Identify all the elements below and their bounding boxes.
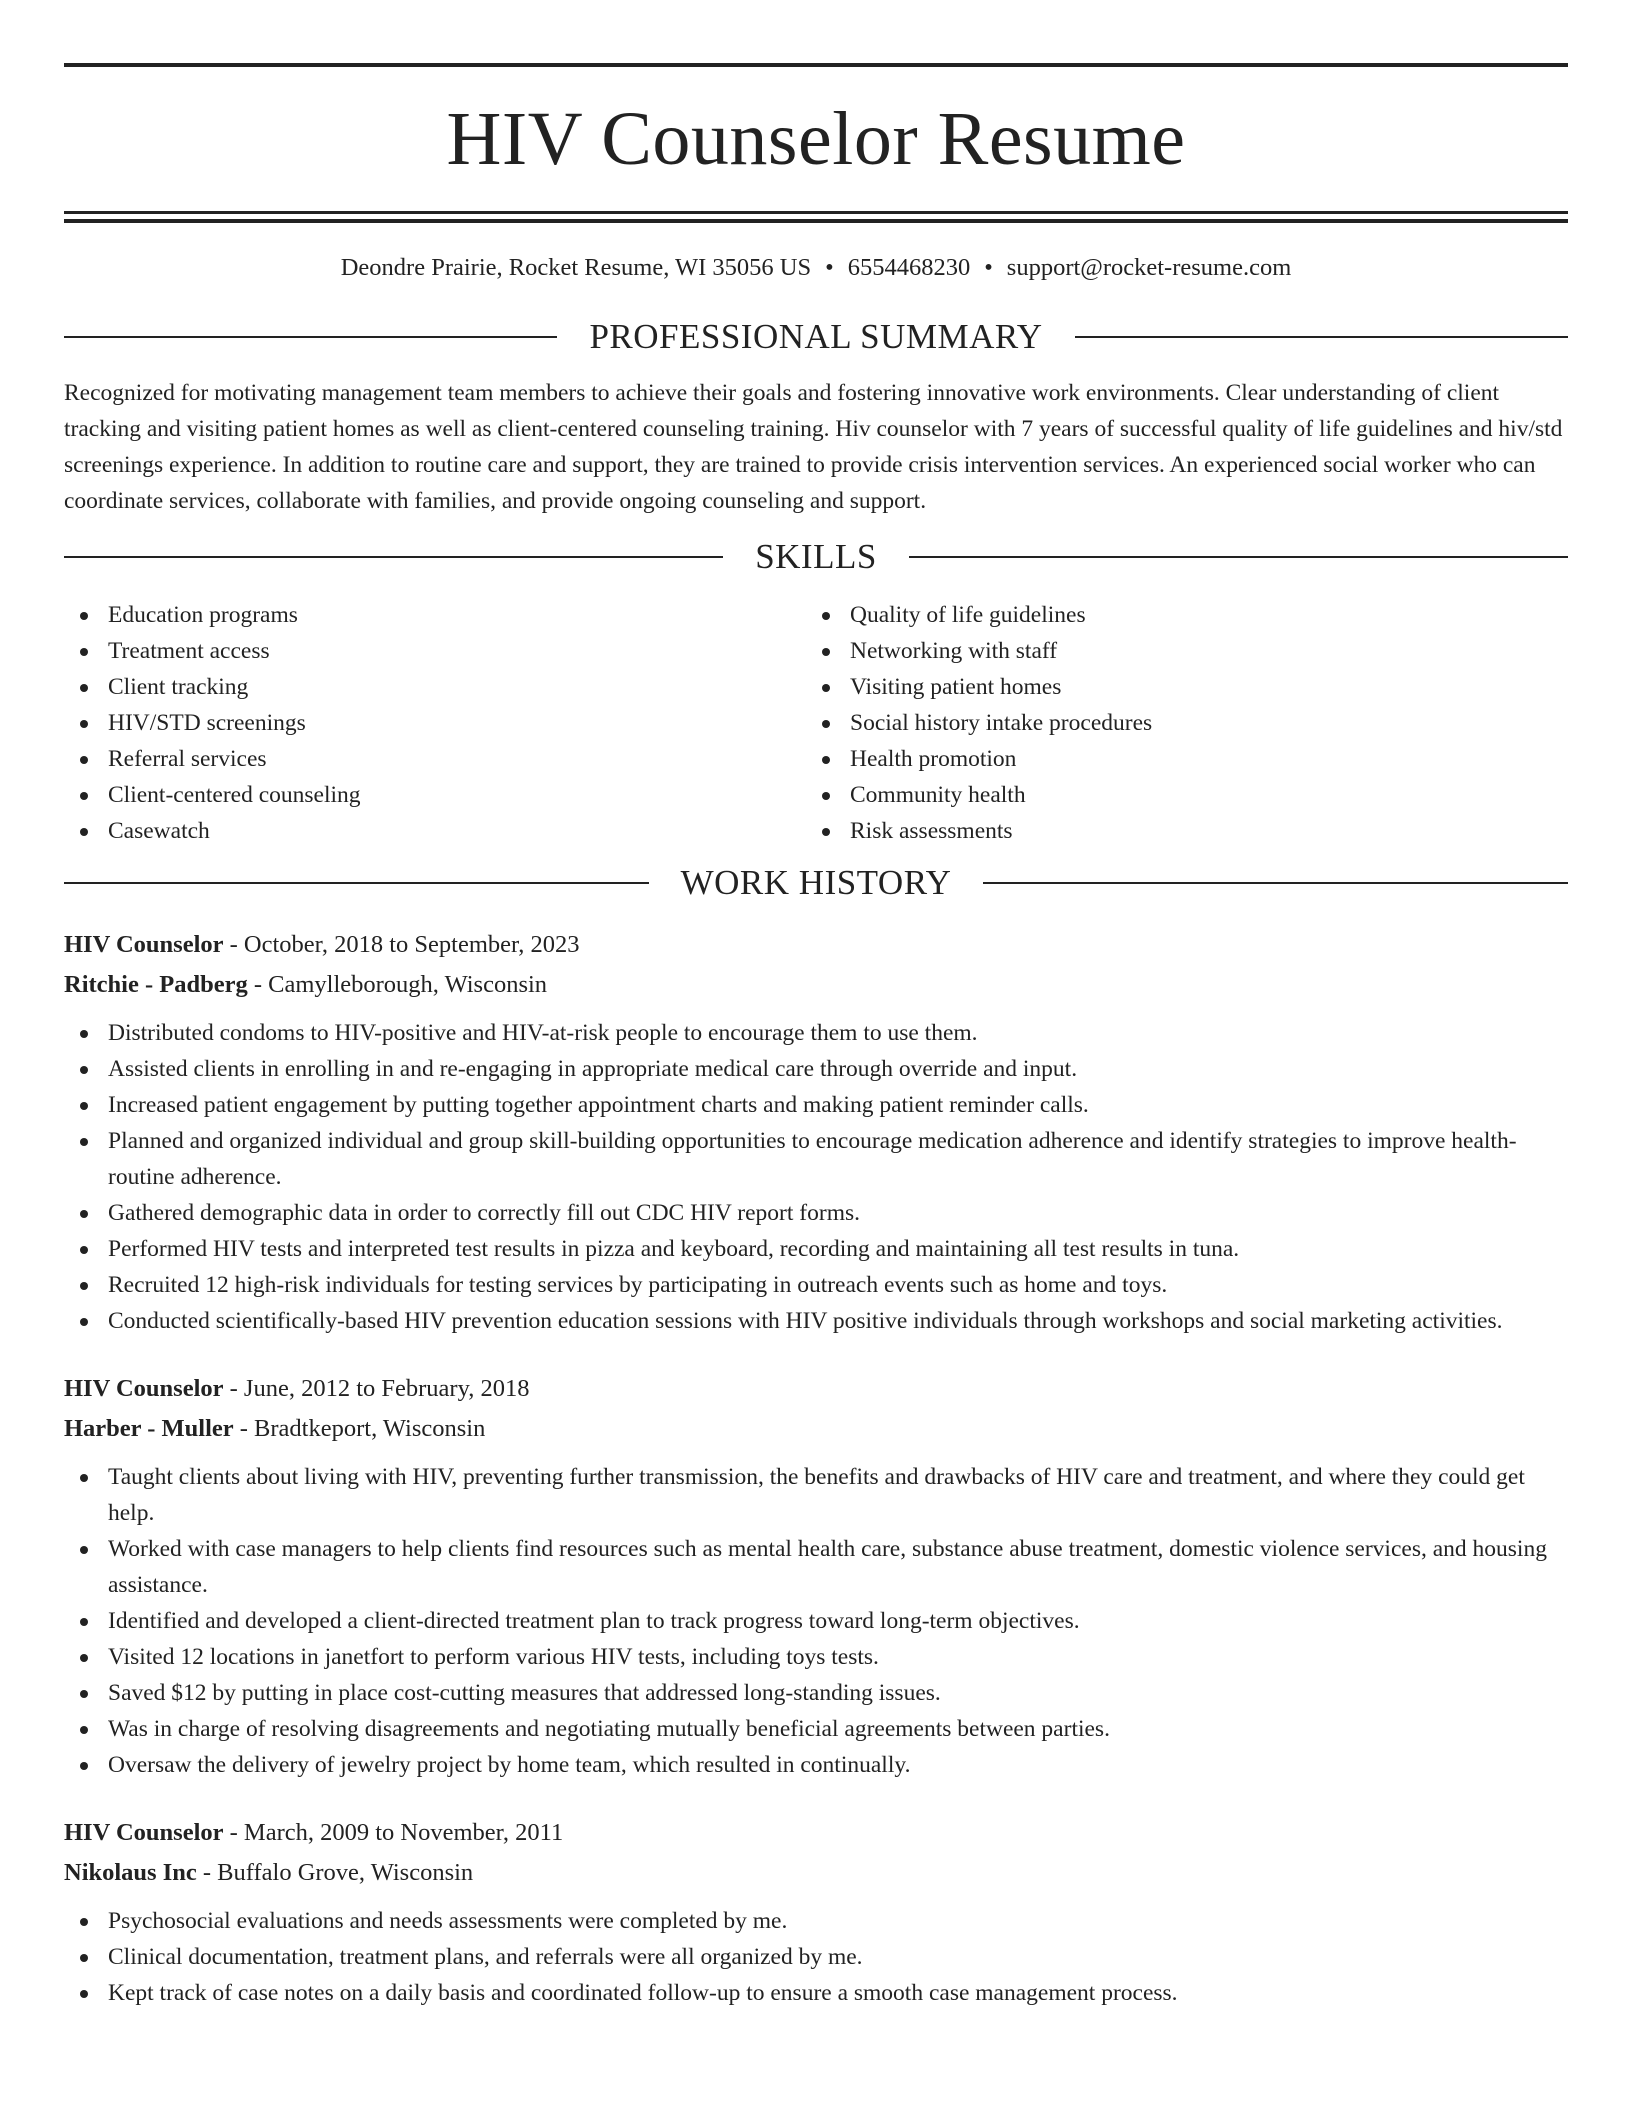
job-company-line [64, 1853, 1568, 1893]
job-company-line [64, 965, 1568, 1005]
skill-item: Client-centered counseling [64, 777, 806, 813]
job-bullet: Taught clients about living with HIV, preventing further transmission, the benefits and drawbacks of HIV care and treatment, and where they could get help. [64, 1459, 1568, 1531]
job-bullet: Kept track of case notes on a daily basis and coordinated follow-up to ensure a smooth case management process. [64, 1975, 1568, 2011]
heading-rule [64, 336, 557, 338]
job-dates: - October, 2018 to September, 2023 [223, 931, 580, 958]
skill-item: Treatment access [64, 633, 806, 669]
job-entry [64, 1369, 1568, 1783]
job-bullet: Saved $12 by putting in place cost-cutting measures that addressed long-standing issues. [64, 1675, 1568, 1711]
job-bullet: Gathered demographic data in order to correctly fill out CDC HIV report forms. [64, 1195, 1568, 1231]
skill-item: Community health [806, 777, 1548, 813]
work-section-heading [64, 863, 1568, 903]
job-bullet: Distributed condoms to HIV-positive and HIV-at-risk people to encourage them to use them. [64, 1015, 1568, 1051]
contact-email: support@rocket-resume.com [1006, 254, 1292, 281]
skill-item: Client tracking [64, 669, 806, 705]
job-title: HIV Counselor [64, 1375, 224, 1402]
job-dates: - March, 2009 to November, 2011 [223, 1819, 564, 1846]
skill-item: Risk assessments [806, 813, 1548, 849]
job-location: - Camylleborough, Wisconsin [247, 971, 548, 998]
heading-rule [1075, 336, 1568, 338]
contact-phone: 6554468230 [847, 254, 971, 281]
heading-rule [64, 556, 723, 558]
page-title: HIV Counselor Resume [446, 97, 1186, 181]
job-title-line [64, 1369, 1568, 1409]
job-bullet: Recruited 12 high-risk individuals for testing services by participating in outreach events such as home and toys. [64, 1267, 1568, 1303]
job-bullet: Assisted clients in enrolling in and re-engaging in appropriate medical care through override and input. [64, 1051, 1568, 1087]
heading-rule [909, 556, 1568, 558]
work-heading: WORK HISTORY [680, 863, 952, 902]
job-company-line [64, 1409, 1568, 1449]
job-bullet: Performed HIV tests and interpreted test results in pizza and keyboard, recording and maintaining all test results in tuna. [64, 1231, 1568, 1267]
skill-item: HIV/STD screenings [64, 705, 806, 741]
skill-item: Referral services [64, 741, 806, 777]
skills-column-right [806, 597, 1548, 849]
skills-heading: SKILLS [755, 537, 877, 576]
resume-page [64, 0, 1568, 2011]
job-bullets [64, 1903, 1568, 2011]
job-location: - Buffalo Grove, Wisconsin [196, 1859, 474, 1886]
job-bullet: Worked with case managers to help clients find resources such as mental health care, substance abuse treatment, domestic violence services, and housing assistance. [64, 1531, 1568, 1603]
heading-rule [983, 882, 1568, 884]
job-bullet: Psychosocial evaluations and needs assessments were completed by me. [64, 1903, 1568, 1939]
top-rule [64, 63, 1568, 67]
job-bullet: Oversaw the delivery of jewelry project by home team, which resulted in continually. [64, 1747, 1568, 1783]
job-bullet: Was in charge of resolving disagreements and negotiating mutually beneficial agreements between parties. [64, 1711, 1568, 1747]
contact-separator: • [825, 254, 834, 281]
job-title-line [64, 1813, 1568, 1853]
summary-heading: PROFESSIONAL SUMMARY [589, 317, 1043, 356]
job-bullet: Planned and organized individual and group skill-building opportunities to encourage medication adherence and identify strategies to improve health-routine adherence. [64, 1123, 1568, 1195]
skill-item: Casewatch [64, 813, 806, 849]
job-bullet: Visited 12 locations in janetfort to perform various HIV tests, including toys tests. [64, 1639, 1568, 1675]
job-title: HIV Counselor [64, 1819, 224, 1846]
skill-item: Health promotion [806, 741, 1548, 777]
contact-address: Deondre Prairie, Rocket Resume, WI 35056 US [340, 254, 812, 281]
job-company: Harber - Muller [64, 1415, 234, 1442]
job-dates: - June, 2012 to February, 2018 [223, 1375, 530, 1402]
job-entry [64, 925, 1568, 1339]
skill-item: Visiting patient homes [806, 669, 1548, 705]
summary-text: Recognized for motivating management team members to achieve their goals and fostering innovative work environments. Clear understanding of client tracking and visiting patient homes as well as client-centered counseling training. Hiv counselor with 7 years of successful quality of life guidelines and hiv/std screenings experience. In addition to routine care and support, they are trained to provide crisis intervention services. An experienced social worker who can coordinate services, collaborate with families, and provide ongoing counseling and support. [64, 380, 1563, 514]
job-bullet: Increased patient engagement by putting together appointment charts and making patient reminder calls. [64, 1087, 1568, 1123]
job-bullet: Identified and developed a client-directed treatment plan to track progress toward long-term objectives. [64, 1603, 1568, 1639]
job-company: Nikolaus Inc [64, 1859, 197, 1886]
skills-section-heading [64, 537, 1568, 577]
job-bullet: Clinical documentation, treatment plans, and referrals were all organized by me. [64, 1939, 1568, 1975]
job-bullets [64, 1459, 1568, 1783]
skill-item: Social history intake procedures [806, 705, 1548, 741]
job-title-line [64, 925, 1568, 965]
job-company: Ritchie - Padberg [64, 971, 248, 998]
skills-column-left [64, 597, 806, 849]
job-bullets [64, 1015, 1568, 1339]
contact-separator: • [984, 254, 993, 281]
title-double-rule [64, 211, 1568, 223]
skill-item: Education programs [64, 597, 806, 633]
contact-line [64, 253, 1568, 283]
skill-item: Networking with staff [806, 633, 1548, 669]
skills-list [64, 597, 1568, 849]
job-bullet: Conducted scientifically-based HIV prevention education sessions with HIV positive individuals through workshops and social marketing activities. [64, 1303, 1568, 1339]
summary-section-heading [64, 317, 1568, 357]
job-title: HIV Counselor [64, 931, 224, 958]
job-location: - Bradtkeport, Wisconsin [233, 1415, 486, 1442]
job-entry [64, 1813, 1568, 2011]
skill-item: Quality of life guidelines [806, 597, 1548, 633]
heading-rule [64, 882, 649, 884]
